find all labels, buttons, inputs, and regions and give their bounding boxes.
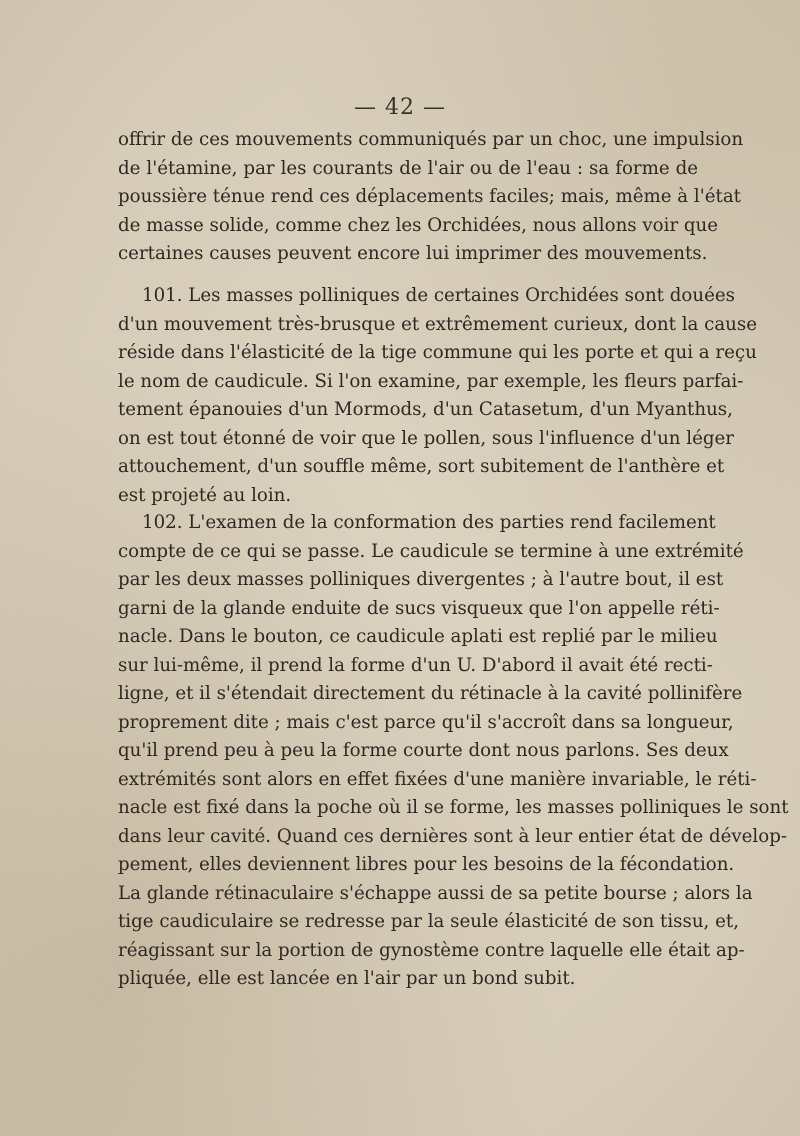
- text-line: nacle est fixé dans la poche où il se forme, les masses polliniques le sont: [118, 797, 789, 818]
- text-line: certaines causes peuvent encore lui imprimer des mouvements.: [118, 243, 708, 264]
- text-line: offrir de ces mouvements communiqués par un choc, une impulsion: [118, 129, 744, 150]
- text-line: tige caudiculaire se redresse par la seule élasticité de son tissu, et,: [118, 911, 739, 932]
- text-line: pement, elles deviennent libres pour les besoins de la fécondation.: [118, 854, 735, 875]
- text-line: attouchement, d'un souffle même, sort subitement de l'anthère et: [118, 456, 725, 477]
- paragraph-102: [118, 509, 789, 994]
- paragraph-101: [118, 282, 757, 510]
- text-line: on est tout étonné de voir que le pollen, sous l'influence d'un léger: [118, 427, 734, 449]
- page-number: — 42 —: [354, 95, 446, 120]
- text-line: le nom de caudicule. Si l'on examine, par exemple, les fleurs parfai-: [118, 370, 744, 392]
- text-line: de l'étamine, par les courants de l'air ou de l'eau : sa forme de: [118, 157, 698, 179]
- text-line: proprement dite ; mais c'est parce qu'il s'accroît dans sa longueur,: [118, 711, 734, 733]
- text-line: garni de la glande enduite de sucs visqueux que l'on appelle réti-: [118, 597, 720, 619]
- text-line: sur lui-même, il prend la forme d'un U. D'abord il avait été recti-: [118, 654, 713, 676]
- text-line: par les deux masses polliniques divergentes ; à l'autre bout, il est: [118, 569, 724, 590]
- text-line: pliquée, elle est lancée en l'air par un bond subit.: [118, 968, 576, 989]
- text-line: ligne, et il s'étendait directement du rétinacle à la cavité pollinifère: [118, 683, 743, 704]
- text-line: est projeté au loin.: [118, 484, 292, 506]
- text-line: tement épanouies d'un Mormods, d'un Catasetum, d'un Myanthus,: [118, 399, 733, 420]
- text-line: La glande rétinaculaire s'échappe aussi de sa petite bourse ; alors la: [118, 882, 753, 904]
- text-line: compte de ce qui se passe. Le caudicule se termine à une extrémité: [118, 540, 744, 562]
- text-line: d'un mouvement très-brusque et extrêmement curieux, dont la cause: [118, 313, 757, 335]
- text-line: de masse solide, comme chez les Orchidées, nous allons voir que: [118, 214, 719, 236]
- text-line: 102. L'examen de la conformation des parties rend facilement: [142, 512, 716, 533]
- text-line: poussière ténue rend ces déplacements faciles; mais, même à l'état: [118, 186, 741, 207]
- text-line: réagissant sur la portion de gynostème contre laquelle elle était ap-: [118, 939, 745, 961]
- text-line: qu'il prend peu à peu la forme courte dont nous parlons. Ses deux: [118, 740, 729, 761]
- text-line: extrémités sont alors en effet fixées d'une manière invariable, le réti-: [118, 768, 757, 790]
- paragraph-continuation: [118, 126, 744, 269]
- text-line: 101. Les masses polliniques de certaines Orchidées sont douées: [142, 285, 735, 306]
- text-line: dans leur cavité. Quand ces dernières sont à leur entier état de dévelop-: [118, 825, 787, 847]
- text-line: nacle. Dans le bouton, ce caudicule aplati est replié par le milieu: [118, 626, 718, 647]
- text-line: réside dans l'élasticité de la tige commune qui les porte et qui a reçu: [118, 342, 757, 363]
